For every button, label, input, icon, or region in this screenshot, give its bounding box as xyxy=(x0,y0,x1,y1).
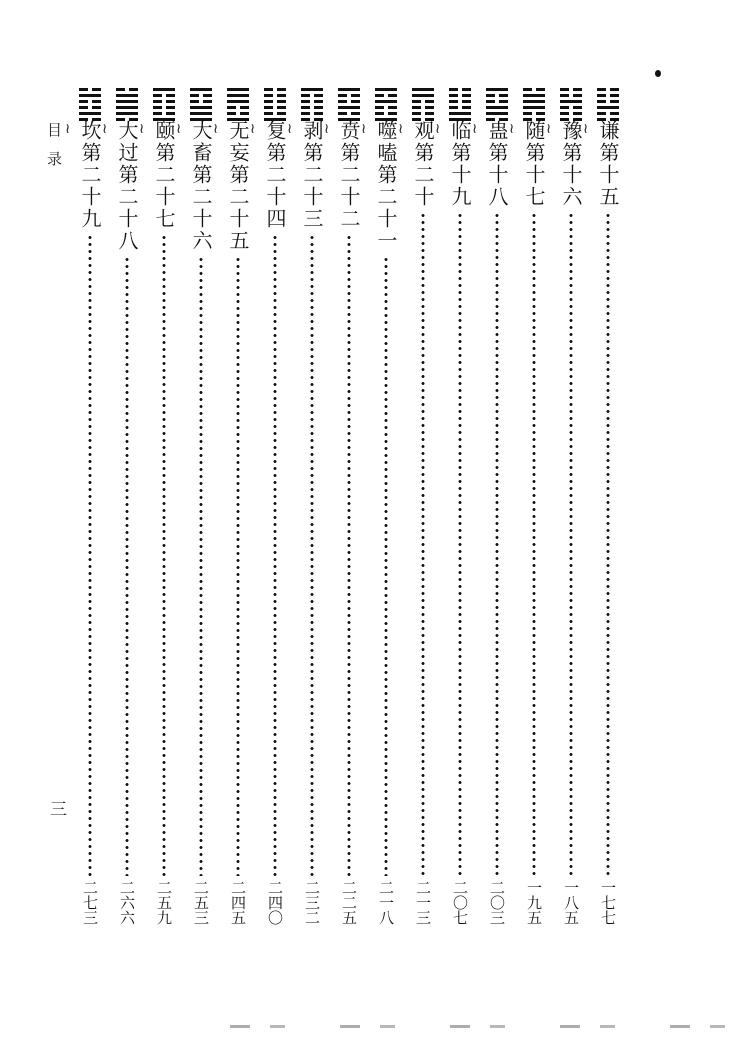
hexagram-line xyxy=(79,106,101,109)
hexagram-line xyxy=(449,100,471,103)
hexagram-icon xyxy=(338,88,360,121)
hexagram-line xyxy=(523,106,545,109)
hexagram-icon xyxy=(597,88,619,121)
hexagram-line xyxy=(560,94,582,97)
hexagram-line xyxy=(264,112,286,115)
entry-title: 临第十九 xyxy=(448,120,472,208)
hexagram-line xyxy=(375,88,397,91)
toc-entry xyxy=(583,88,621,925)
hexagram-icon xyxy=(227,88,249,121)
hexagram-line xyxy=(227,100,249,103)
entry-page-number: 一八五 xyxy=(562,880,580,925)
hexagram-line xyxy=(375,94,397,97)
bracket-mark: ≀ xyxy=(583,121,589,137)
hexagram-icon xyxy=(264,88,286,121)
bracket-mark: ≀ xyxy=(139,121,145,137)
toc-entry xyxy=(287,88,325,925)
hexagram-line xyxy=(79,112,101,115)
hexagram-line xyxy=(301,106,323,109)
entry-page-number: 二四〇 xyxy=(266,880,284,925)
hexagram-line xyxy=(523,88,545,91)
hexagram-line xyxy=(264,94,286,97)
bracket-mark: ≀ xyxy=(250,121,256,137)
entry-page-number: 二三二 xyxy=(303,880,321,925)
entry-title: 大畜第二十六 xyxy=(189,120,213,252)
hexagram-line xyxy=(486,100,508,103)
hexagram-line xyxy=(301,94,323,97)
dot-leader xyxy=(236,256,240,876)
hexagram-icon xyxy=(116,88,138,121)
hexagram-line xyxy=(116,94,138,97)
hexagram-icon xyxy=(449,88,471,121)
toc-entry xyxy=(65,88,103,925)
entry-page-number: 二六六 xyxy=(118,880,136,925)
hexagram-line xyxy=(153,112,175,115)
entry-page-number: 一七七 xyxy=(599,880,617,925)
bracket-mark: ≀ xyxy=(546,121,552,137)
hexagram-line xyxy=(79,88,101,91)
hexagram-line xyxy=(301,100,323,103)
hexagram-line xyxy=(523,100,545,103)
entry-title: 贲第二十二 xyxy=(337,120,361,230)
dot-leader xyxy=(458,212,462,876)
entry-page-number: 二二五 xyxy=(340,880,358,925)
hexagram-line xyxy=(597,94,619,97)
hexagram-line xyxy=(153,88,175,91)
hexagram-line xyxy=(116,88,138,91)
hexagram-line xyxy=(227,106,249,109)
hexagram-line xyxy=(301,88,323,91)
hexagram-icon xyxy=(375,88,397,121)
hexagram-line xyxy=(375,100,397,103)
hexagram-line xyxy=(597,112,619,115)
hexagram-line xyxy=(338,112,360,115)
hexagram-line xyxy=(116,106,138,109)
hexagram-icon xyxy=(190,88,212,121)
dot-leader xyxy=(384,256,388,876)
dot-leader xyxy=(199,256,203,876)
entry-title: 随第十七 xyxy=(522,120,546,208)
dot-leader xyxy=(162,234,166,876)
bracket-mark: ≀ xyxy=(361,121,367,137)
entry-page-number: 一九五 xyxy=(525,880,543,925)
hexagram-line xyxy=(597,106,619,109)
bracket-mark: ≀ xyxy=(287,121,293,137)
dot-leader xyxy=(421,212,425,876)
bracket-mark: ≀ xyxy=(65,121,71,137)
hexagram-line xyxy=(338,88,360,91)
dot-leader xyxy=(310,234,314,876)
toc-entry xyxy=(435,88,473,925)
toc-entry xyxy=(213,88,251,925)
hexagram-line xyxy=(560,100,582,103)
hexagram-line xyxy=(597,88,619,91)
bracket-mark: ≀ xyxy=(472,121,478,137)
hexagram-line xyxy=(227,94,249,97)
hexagram-line xyxy=(449,106,471,109)
entry-page-number: 二五九 xyxy=(155,880,173,925)
toc-entry xyxy=(250,88,288,925)
entry-title: 坎第二十九 xyxy=(78,120,102,230)
hexagram-line xyxy=(375,106,397,109)
entry-page-number: 二七三 xyxy=(81,880,99,925)
entry-title: 观第二十 xyxy=(411,120,435,208)
bracket-mark: ≀ xyxy=(324,121,330,137)
hexagram-line xyxy=(227,88,249,91)
entry-title: 大过第二十八 xyxy=(115,120,139,252)
hexagram-icon xyxy=(412,88,434,121)
hexagram-line xyxy=(449,94,471,97)
hexagram-icon xyxy=(486,88,508,121)
hexagram-line xyxy=(338,100,360,103)
hexagram-icon xyxy=(560,88,582,121)
dot-leader xyxy=(532,212,536,876)
bracket-mark: ≀ xyxy=(435,121,441,137)
hexagram-line xyxy=(264,106,286,109)
hexagram-line xyxy=(338,94,360,97)
hexagram-line xyxy=(560,88,582,91)
dot-leader xyxy=(495,212,499,876)
entry-title: 复第二十四 xyxy=(263,120,287,230)
hexagram-line xyxy=(190,94,212,97)
hexagram-line xyxy=(486,88,508,91)
hexagram-line xyxy=(560,106,582,109)
hexagram-line xyxy=(227,112,249,115)
hexagram-line xyxy=(153,106,175,109)
hexagram-line xyxy=(338,106,360,109)
hexagram-line xyxy=(597,100,619,103)
scan-artifact xyxy=(230,1025,730,1028)
bracket-mark: ≀ xyxy=(176,121,182,137)
toc-entry xyxy=(509,88,547,925)
toc-entry xyxy=(102,88,140,925)
hexagram-line xyxy=(412,100,434,103)
hexagram-line xyxy=(486,112,508,115)
toc-entry xyxy=(139,88,177,925)
toc-entry xyxy=(472,88,510,925)
hexagram-icon xyxy=(153,88,175,121)
hexagram-line xyxy=(412,112,434,115)
dot-leader xyxy=(125,256,129,876)
hexagram-icon xyxy=(301,88,323,121)
hexagram-line xyxy=(116,100,138,103)
hexagram-line xyxy=(116,112,138,115)
hexagram-line xyxy=(412,94,434,97)
entry-page-number: 二五三 xyxy=(192,880,210,925)
bracket-mark: ≀ xyxy=(398,121,404,137)
hexagram-line xyxy=(264,100,286,103)
toc-entry xyxy=(361,88,399,925)
hexagram-line xyxy=(523,94,545,97)
hexagram-line xyxy=(153,94,175,97)
hexagram-icon xyxy=(79,88,101,121)
hexagram-line xyxy=(523,112,545,115)
ink-dot xyxy=(655,70,661,77)
entry-title: 剥第二十三 xyxy=(300,120,324,230)
toc-entry xyxy=(546,88,584,925)
entry-title: 噬嗑第二十一 xyxy=(374,120,398,252)
bracket-mark: ≀ xyxy=(509,121,515,137)
entry-title: 颐第二十七 xyxy=(152,120,176,230)
toc-entry xyxy=(324,88,362,925)
section-label: 目录 xyxy=(45,122,63,180)
hexagram-line xyxy=(190,100,212,103)
hexagram-line xyxy=(412,88,434,91)
hexagram-line xyxy=(79,94,101,97)
entry-page-number: 二四五 xyxy=(229,880,247,925)
entry-page-number: 二一三 xyxy=(414,880,432,925)
entry-title: 豫第十六 xyxy=(559,120,583,208)
hexagram-line xyxy=(486,94,508,97)
hexagram-line xyxy=(560,112,582,115)
entry-title: 无妄第二十五 xyxy=(226,120,250,252)
entry-page-number: 二一八 xyxy=(377,880,395,925)
hexagram-line xyxy=(449,112,471,115)
dot-leader xyxy=(88,234,92,876)
toc-entry xyxy=(176,88,214,925)
hexagram-line xyxy=(190,106,212,109)
entry-page-number: 二〇七 xyxy=(451,880,469,925)
hexagram-line xyxy=(412,106,434,109)
hexagram-line xyxy=(190,88,212,91)
hexagram-line xyxy=(449,88,471,91)
entry-title: 蛊第十八 xyxy=(485,120,509,208)
page-number: 三 xyxy=(46,800,66,831)
bracket-mark: ≀ xyxy=(102,121,108,137)
hexagram-line xyxy=(264,88,286,91)
entry-page-number: 二〇三 xyxy=(488,880,506,925)
bracket-mark: ≀ xyxy=(213,121,219,137)
hexagram-line xyxy=(375,112,397,115)
dot-leader xyxy=(347,234,351,876)
hexagram-line xyxy=(79,100,101,103)
dot-leader xyxy=(606,212,610,876)
hexagram-line xyxy=(486,106,508,109)
hexagram-line xyxy=(190,112,212,115)
hexagram-line xyxy=(153,100,175,103)
hexagram-line xyxy=(301,112,323,115)
dot-leader xyxy=(569,212,573,876)
toc-entry xyxy=(398,88,436,925)
hexagram-icon xyxy=(523,88,545,121)
dot-leader xyxy=(273,234,277,876)
entry-title: 谦第十五 xyxy=(596,120,620,208)
